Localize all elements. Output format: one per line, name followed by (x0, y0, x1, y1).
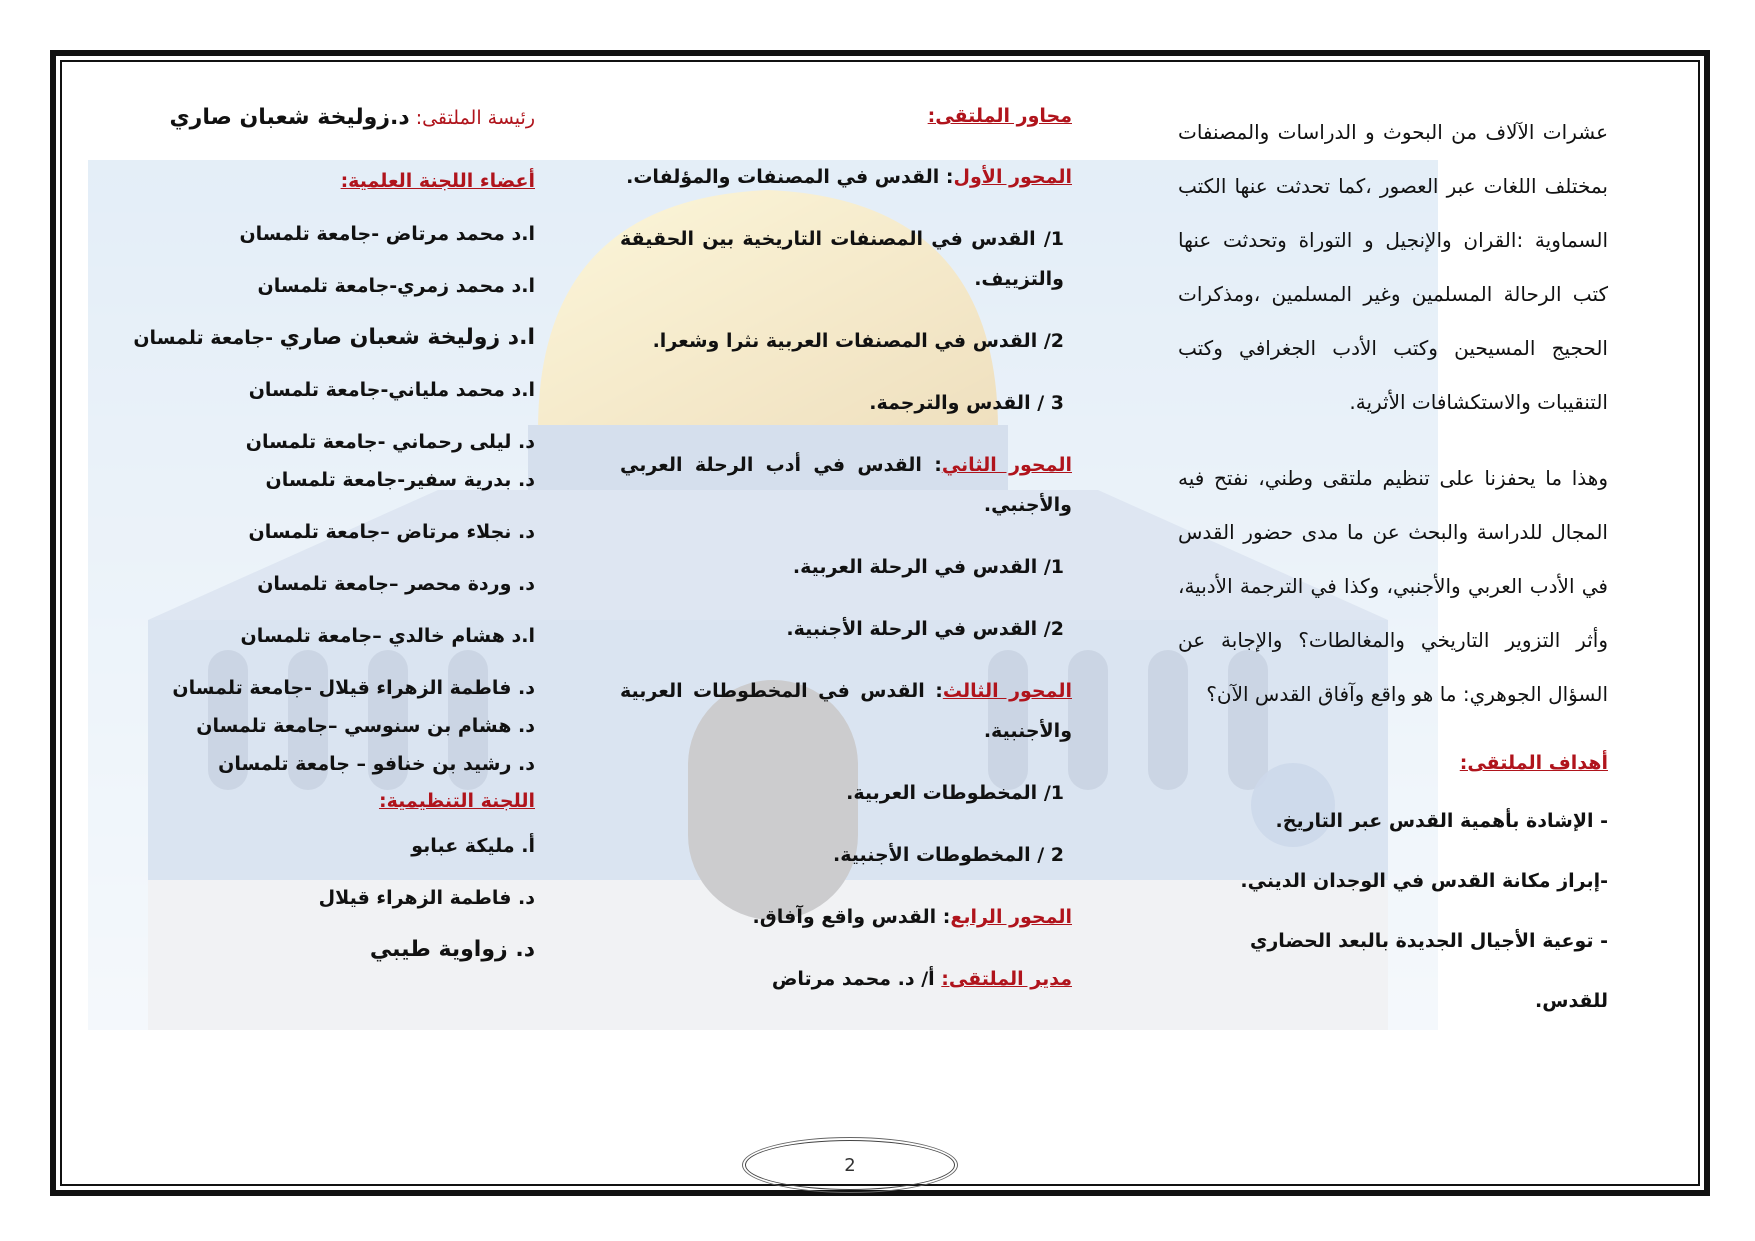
axis-1-label: المحور الأول (953, 166, 1072, 188)
axis-2-text: : القدس في أدب الرحلة العربي والأجنبي. (620, 454, 1072, 516)
axis-1 (620, 157, 1072, 197)
axis-1-text: : القدس في المصنفات والمؤلفات. (626, 166, 954, 188)
organizing-member: د. زواوية طيبي (369, 937, 535, 962)
committee-member (125, 326, 535, 350)
axis-3-item: 2 / المخطوطات الأجنبية. (832, 844, 1064, 866)
axis-1-item: 1/ القدس في المصنفات التاريخية بين الحقيقة والتزييف. (620, 228, 1064, 290)
director-name: أ/ د. محمد مرتاض (771, 968, 942, 990)
axis-3-item: 1/ المخطوطات العربية. (846, 782, 1064, 804)
axis-4-text: : القدس واقع وآفاق. (752, 906, 951, 928)
axis-3 (620, 671, 1072, 751)
axes-heading: محاور الملتقى: (927, 105, 1072, 127)
chair-name: د.زوليخة شعبان صاري (169, 105, 410, 130)
chair-line (125, 105, 535, 130)
committee-member: د. ليلى رحماني -جامعة تلمسان (245, 431, 535, 453)
committee-member: د. رشيد بن خنافو – جامعة تلمسان (218, 753, 535, 775)
director-line (620, 959, 1072, 999)
left-column (125, 105, 535, 990)
committee-member: د. وردة محصر –جامعة تلمسان (257, 573, 535, 595)
axis-4 (620, 897, 1072, 937)
scientific-committee-heading: أعضاء اللجنة العلمية: (340, 170, 535, 192)
axis-3-text: : القدس في المخطوطات العربية والأجنبية. (620, 680, 1072, 742)
committee-member: ا.د محمد مرتاض -جامعة تلمسان (239, 223, 535, 245)
axis-2 (620, 445, 1072, 525)
goal-item: -إبراز مكانة القدس في الوجدان الديني. (1240, 870, 1608, 892)
chair-label: رئيسة الملتقى: (409, 107, 535, 129)
axis-2-label: المحور الثاني (941, 454, 1072, 476)
committee-member: د. نجلاء مرتاض –جامعة تلمسان (248, 521, 535, 543)
right-column (1178, 105, 1608, 1031)
committee-member: ا.د محمد ملياني-جامعة تلمسان (248, 379, 535, 401)
committee-member-affiliation: -جامعة تلمسان (133, 327, 280, 349)
goal-item: - توعية الأجيال الجديدة بالبعد الحضاري للقدس. (1249, 930, 1608, 1012)
committee-member: ا.د هشام خالدي –جامعة تلمسان (240, 625, 535, 647)
intro-paragraph: عشرات الآلاف من البحوث و الدراسات والمصنفات بمختلف اللغات عبر العصور ،كما تحدثت عنها الكتب السماوية :القران والإنجيل و التوراة وتحدثت عنها كتب الرحالة المسلمين وغير المسلمين ،ومذكرات الحجيج المسيحين وكتب الأدب الجغرافي وكتب التنقيبات والاستكشافات الأثرية. (1178, 120, 1608, 414)
axis-2-item: 1/ القدس في الرحلة العربية. (792, 556, 1064, 578)
director-label: مدير الملتقى: (941, 968, 1072, 990)
committee-member-name: ا.د زوليخة شعبان صاري (279, 325, 535, 350)
committee-member: د. هشام بن سنوسي –جامعة تلمسان (196, 715, 535, 737)
axis-3-label: المحور الثالث (942, 680, 1072, 702)
goal-item: - الإشادة بأهمية القدس عبر التاريخ. (1275, 810, 1608, 832)
middle-column (620, 105, 1072, 1021)
goals-heading: أهداف الملتقى: (1459, 752, 1608, 774)
conference-purpose-paragraph: وهذا ما يحفزنا على تنظيم ملتقى وطني، نفتح فيه المجال للدراسة والبحث عن ما مدى حضور القدس في الأدب العربي والأجنبي، وكذا في الترجمة الأدبية، وأثر التزوير التاريخي والمغالطات؟ والإجابة عن السؤال الجوهري: ما هو واقع وآفاق القدس الآن؟ (1178, 466, 1608, 706)
organizing-committee-heading: اللجنة التنظيمية: (378, 790, 535, 812)
organizing-member: أ. مليكة عبابو (411, 835, 535, 857)
committee-member: د. بدرية سفير-جامعة تلمسان (265, 469, 535, 491)
organizing-member: د. فاطمة الزهراء قيلال (318, 887, 535, 909)
committee-member: ا.د محمد زمري-جامعة تلمسان (257, 275, 535, 297)
axis-1-item: 2/ القدس في المصنفات العربية نثرا وشعرا. (652, 330, 1064, 352)
axis-2-item: 2/ القدس في الرحلة الأجنبية. (786, 618, 1064, 640)
page-number: 2 (745, 1140, 955, 1190)
committee-member: د. فاطمة الزهراء قيلال -جامعة تلمسان (172, 677, 535, 699)
axis-1-item: 3 / القدس والترجمة. (869, 392, 1064, 414)
axis-4-label: المحور الرابع (950, 906, 1072, 928)
